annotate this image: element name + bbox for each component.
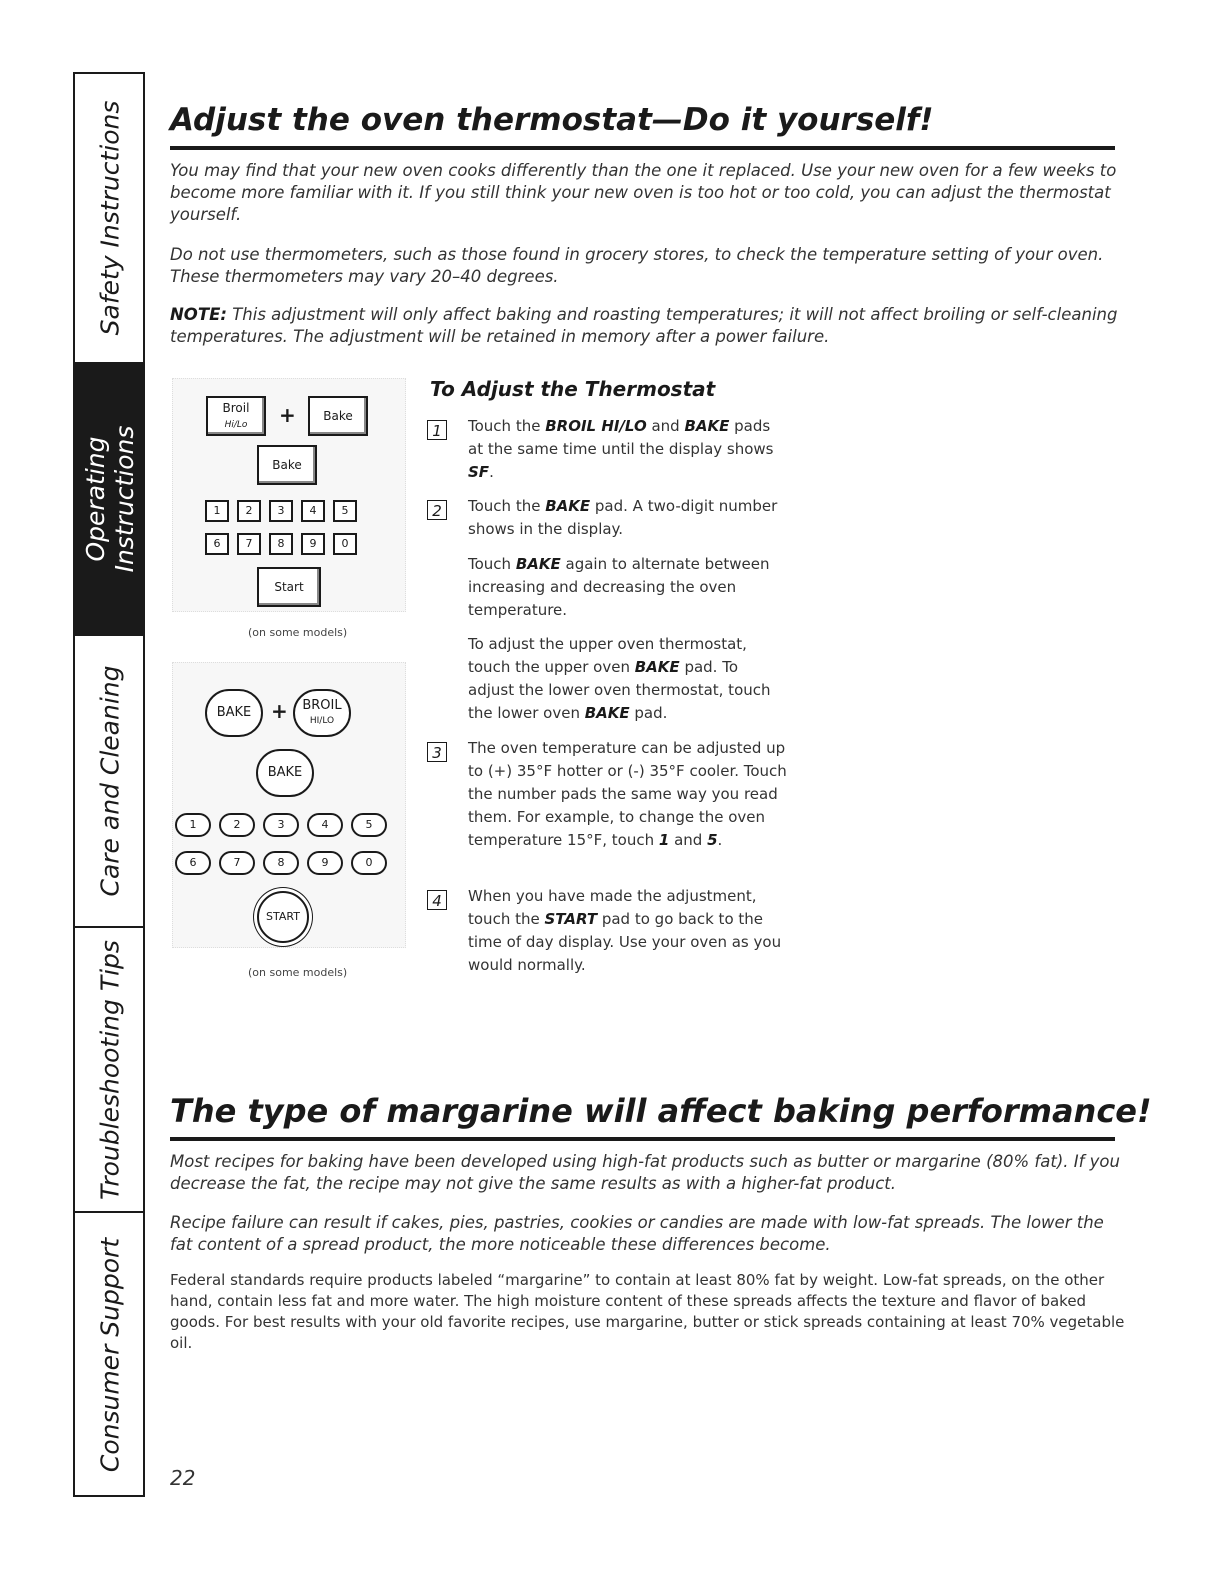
start-pad: START — [257, 891, 309, 943]
number-pad-6: 6 — [205, 533, 229, 555]
step-number-4: 4 — [427, 890, 447, 910]
step-2-upper-lower-text — [468, 633, 788, 725]
step-text-part: and — [669, 831, 708, 849]
tab-label — [81, 426, 139, 573]
step-text-part: To adjust the upper oven thermostat, touch the upper oven — [468, 635, 747, 676]
margarine-paragraph-3: Federal standards require products labeled “margarine” to contain at least 80% fat by weight. Low-fat spreads, on the other hand, contain less fat and more water. The high moisture content of these spreads affects the texture and flavor of baked goods. For best results with your old favorite recipes, use margarine, butter or stick spreads containing at least 70% vegetable oil. — [170, 1271, 1125, 1352]
broil-label: BROIL — [302, 698, 342, 713]
step-text-part: pad. To adjust the lower oven thermostat, touch the lower oven — [468, 658, 771, 722]
thermometer-paragraph: Do not use thermometers, such as those found in grocery stores, to check the temperature setting of your oven. These thermometers may vary 20–40 degrees. — [170, 245, 1104, 286]
section-title: Adjust the oven thermostat—Do it yourself! — [170, 102, 934, 138]
start-pad: Start — [257, 567, 321, 607]
number-pad-9: 9 — [301, 533, 325, 555]
broil-hilo-pad — [293, 689, 351, 737]
number-pad-8: 8 — [263, 851, 299, 875]
keypad-caption: (on some models) — [248, 966, 348, 979]
step-text-part: pad to go back to the time of day display. Use your oven as you would normally. — [468, 910, 782, 974]
number-pad-1: 1 — [175, 813, 211, 837]
plus-sign: + — [271, 699, 288, 723]
step-text-part: . — [717, 831, 723, 849]
step-bold-part: BAKE — [515, 555, 561, 573]
title-rule — [170, 146, 1115, 150]
hilo-label: Hi/Lo — [224, 420, 248, 430]
section-title: The type of margarine will affect baking performance! — [170, 1092, 1152, 1130]
number-pad-3: 3 — [269, 500, 293, 522]
tab-label: Care and Cleaning — [95, 665, 125, 897]
tab-operating-instructions[interactable] — [75, 364, 145, 636]
step-bold-part: BROIL HI/LO — [545, 417, 647, 435]
steps-heading: To Adjust the Thermostat — [430, 377, 716, 401]
number-pad-8: 8 — [269, 533, 293, 555]
step-4-text — [468, 885, 788, 977]
step-bold-part: 5 — [707, 831, 718, 849]
title-rule — [170, 1137, 1115, 1141]
step-number-1: 1 — [427, 420, 447, 440]
step-text-part: When you have made the adjustment, touch the — [468, 887, 757, 928]
step-2-bake-toggle-text — [468, 553, 788, 622]
step-text-part: Touch the — [468, 497, 546, 515]
step-text-part: Touch — [468, 555, 516, 573]
page-number: 22 — [170, 1466, 196, 1490]
section-tabs — [73, 72, 145, 1497]
bake-pad-single: BAKE — [256, 749, 314, 797]
number-pad-1: 1 — [205, 500, 229, 522]
step-bold-part: BAKE — [684, 417, 730, 435]
note-text: This adjustment will only affect baking and roasting temperatures; it will not affect broiling or self-cleaning temperatures. The adjustment will be retained in memory after a power failure. — [170, 305, 1118, 346]
number-pad-5: 5 — [333, 500, 357, 522]
step-text-part: pads at the same time until the display shows — [468, 417, 774, 458]
step-number-3: 3 — [427, 742, 447, 762]
number-pad-7: 7 — [237, 533, 261, 555]
bake-pad: BAKE — [205, 689, 263, 737]
step-text-part: pad. A two-digit number shows in the display. — [468, 497, 778, 538]
step-1-text — [468, 415, 788, 484]
number-pad-0: 0 — [333, 533, 357, 555]
broil-label: Broil — [222, 401, 250, 415]
number-pad-2: 2 — [219, 813, 255, 837]
step-number-2: 2 — [427, 500, 447, 520]
step-2-text — [468, 495, 788, 541]
step-text-part: pad. — [629, 704, 668, 722]
step-text-part: again to alternate between increasing and decreasing the oven temperature. — [468, 555, 770, 619]
tab-safety-instructions[interactable] — [75, 74, 145, 364]
hilo-label: HI/LO — [309, 716, 335, 726]
margarine-paragraph-1: Most recipes for baking have been developed using high-fat products such as butter or margarine (80% fat). If you decrease the fat, the recipe may not give the same results as with a higher-fat product. — [170, 1152, 1120, 1193]
tab-label-line1: Operating — [81, 436, 110, 562]
number-pad-4: 4 — [307, 813, 343, 837]
number-pad-5: 5 — [351, 813, 387, 837]
note-label: NOTE: — [170, 305, 227, 324]
tab-label: Troubleshooting Tips — [95, 939, 125, 1200]
number-pad-2: 2 — [237, 500, 261, 522]
step-text-part: The oven temperature can be adjusted up to (+) 35°F hotter or (-) 35°F cooler. Touch the number pads the same way you read them. For example, to change the oven temperature 15°F, touch — [468, 739, 787, 849]
keypad-caption: (on some models) — [248, 626, 348, 639]
note-paragraph — [170, 304, 1125, 348]
step-3-text — [468, 737, 788, 852]
tab-consumer-support[interactable] — [75, 1213, 145, 1497]
plus-sign: + — [279, 403, 296, 427]
number-pad-6: 6 — [175, 851, 211, 875]
tab-label: Consumer Support — [95, 1237, 125, 1473]
intro-paragraph: You may find that your new oven cooks differently than the one it replaced. Use your new oven for a few weeks to become more familiar with it. If you still think your new oven is too hot or too cold, you can adjust the thermostat yourself. — [170, 161, 1117, 224]
bake-pad: Bake — [308, 396, 368, 436]
number-pad-3: 3 — [263, 813, 299, 837]
number-pad-4: 4 — [301, 500, 325, 522]
margarine-paragraph-2: Recipe failure can result if cakes, pies, pastries, cookies or candies are made with low-fat spreads. The lower the fat content of a spread product, the more noticeable these differences become. — [170, 1213, 1104, 1254]
broil-hilo-pad — [206, 396, 266, 436]
step-text-part: Touch the — [468, 417, 546, 435]
keypad-illustration-square — [172, 378, 406, 612]
tab-troubleshooting-tips[interactable] — [75, 928, 145, 1213]
keypad-illustration-round — [172, 662, 406, 948]
tab-label: Safety Instructions — [95, 100, 125, 336]
step-bold-part: SF — [468, 463, 490, 481]
step-text-part: . — [489, 463, 494, 481]
step-bold-part: 1 — [658, 831, 670, 849]
tab-care-and-cleaning[interactable] — [75, 636, 145, 928]
step-bold-part: BAKE — [545, 497, 591, 515]
step-bold-part: START — [544, 910, 598, 928]
step-bold-part: BAKE — [584, 704, 630, 722]
sidebar-divider — [143, 72, 145, 1497]
number-pad-7: 7 — [219, 851, 255, 875]
tab-label-line2: Instructions — [110, 425, 139, 573]
step-bold-part: BAKE — [634, 658, 680, 676]
bake-pad-single: Bake — [257, 445, 317, 485]
step-text-part: and — [646, 417, 685, 435]
number-pad-0: 0 — [351, 851, 387, 875]
number-pad-9: 9 — [307, 851, 343, 875]
